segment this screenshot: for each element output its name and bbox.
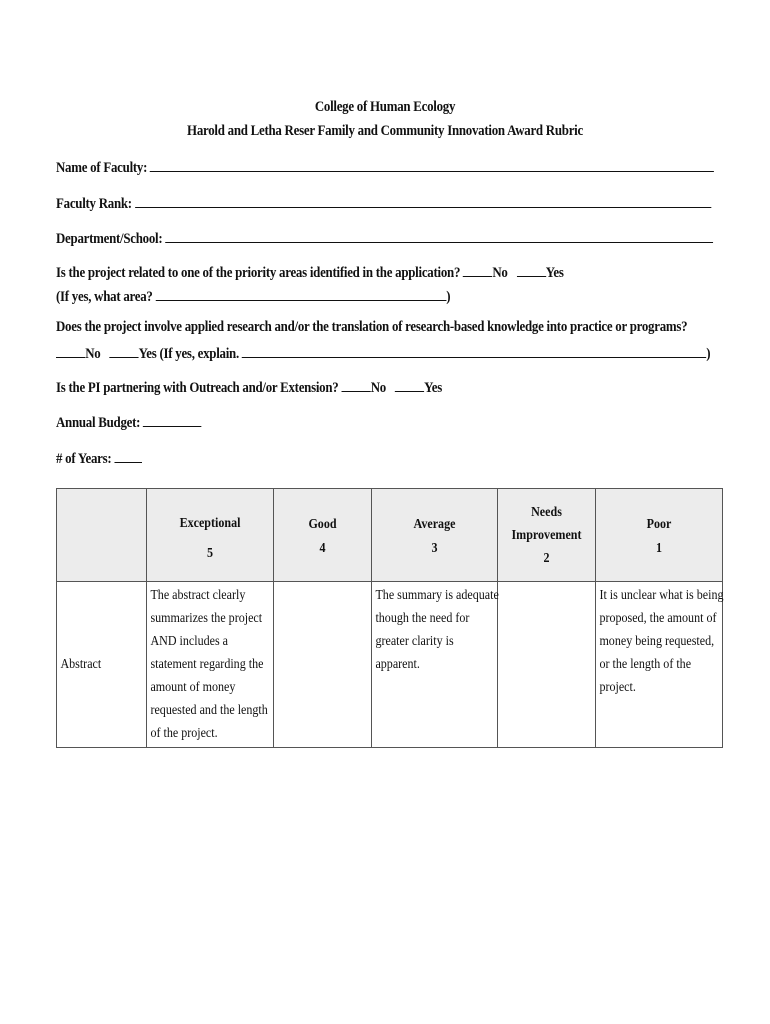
outreach-no-blank[interactable]	[341, 377, 370, 392]
priority-no-blank[interactable]	[463, 262, 492, 277]
priority-yes-label: Yes	[545, 265, 564, 281]
header-label: Average	[413, 517, 456, 532]
header-score: 4	[319, 541, 326, 556]
header-score: 2	[543, 551, 550, 566]
rubric-cell-exceptional	[147, 582, 274, 748]
rubric-cell-poor	[596, 582, 723, 748]
rubric-cell-average	[372, 582, 498, 748]
budget-field	[56, 412, 202, 432]
row-label: Abstract	[60, 657, 102, 672]
cell-text	[498, 582, 602, 586]
header-score: 5	[206, 546, 214, 561]
header-score: 3	[431, 541, 438, 556]
faculty-rank-field	[56, 193, 711, 213]
rubric-title: Harold and Letha Reser Family and Community Innovation Award Rubric	[187, 123, 583, 139]
research-yes-label: Yes (If yes, explain.	[138, 346, 239, 362]
research-no-blank[interactable]	[56, 343, 85, 358]
faculty-name-blank[interactable]	[150, 157, 714, 172]
faculty-rank-label: Faculty Rank:	[56, 196, 132, 212]
header-poor	[596, 489, 723, 582]
header-exceptional	[147, 489, 274, 582]
research-explain-close: )	[706, 346, 711, 362]
outreach-no-label: No	[370, 380, 386, 396]
priority-area-field	[56, 286, 450, 306]
header-average	[372, 489, 498, 582]
years-field	[56, 448, 142, 468]
research-answer-field	[56, 343, 710, 363]
research-question	[56, 319, 687, 336]
table-row	[57, 582, 723, 748]
department-label: Department/School:	[56, 231, 163, 247]
header-good	[274, 489, 372, 582]
outreach-yes-label: Yes	[424, 380, 442, 396]
priority-area-blank[interactable]	[156, 286, 447, 301]
header-label: Needs Improvement	[511, 505, 582, 543]
research-question-text: Does the project involve applied research and/or the translation of research-based knowledge into practice or programs?	[56, 319, 688, 335]
priority-question	[56, 262, 564, 282]
header-empty-cell	[57, 489, 147, 582]
cell-text	[274, 582, 378, 586]
priority-yes-blank[interactable]	[517, 262, 546, 277]
research-yes-blank[interactable]	[109, 343, 138, 358]
department-field	[56, 228, 713, 248]
rubric-cell-needs-improvement	[498, 582, 596, 748]
header-label: Poor	[646, 517, 672, 532]
years-blank[interactable]	[114, 448, 142, 463]
years-label: # of Years:	[56, 451, 112, 467]
faculty-rank-blank[interactable]	[135, 193, 711, 208]
faculty-name-field	[56, 157, 714, 177]
header-needs-improvement	[498, 489, 596, 582]
header-label: Good	[308, 517, 337, 532]
research-explain-blank[interactable]	[242, 343, 706, 358]
rubric-cell-good	[274, 582, 372, 748]
budget-blank[interactable]	[143, 412, 201, 427]
cell-text: The abstract clearly summarizes the project AND includes a statement regarding the amount of money requested and the length of the project.	[150, 588, 268, 741]
cell-text: The summary is adequate though the need for greater clarity is apparent.	[375, 588, 499, 672]
priority-area-label: (If yes, what area?	[56, 289, 153, 305]
outreach-question-text: Is the PI partnering with Outreach and/or Extension?	[56, 380, 339, 396]
research-no-label: No	[85, 346, 101, 362]
rubric-table	[56, 488, 723, 748]
priority-area-close: )	[446, 289, 451, 305]
cell-text: It is unclear what is being proposed, the amount of money being requested, or the length of the project.	[599, 588, 724, 695]
department-blank[interactable]	[165, 228, 713, 243]
budget-label: Annual Budget:	[56, 415, 141, 431]
header-score: 1	[655, 541, 663, 556]
priority-no-label: No	[492, 265, 508, 281]
college-title: College of Human Ecology	[314, 99, 456, 115]
outreach-yes-blank[interactable]	[395, 377, 424, 392]
outreach-question	[56, 377, 442, 397]
header-label: Exceptional	[179, 516, 241, 531]
priority-question-text: Is the project related to one of the priority areas identified in the application?	[56, 265, 461, 281]
table-header-row	[57, 489, 723, 582]
row-label-cell	[57, 582, 147, 748]
faculty-name-label: Name of Faculty:	[56, 160, 148, 176]
